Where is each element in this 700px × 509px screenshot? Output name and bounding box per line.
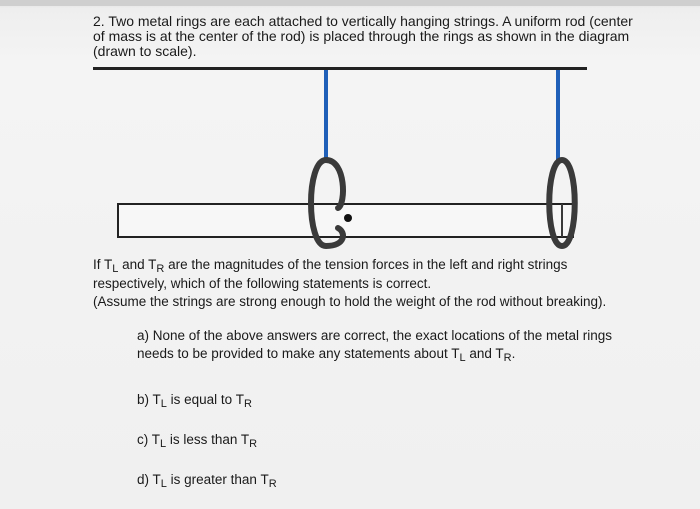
option-a-line-2: needs to be provided to make any statements about $T_L$ and $T_R$. [137,346,516,364]
prompt-text [93,256,653,311]
center-of-mass-dot [344,214,352,222]
prompt-line-1: If $T_L$ and $T_R$ are the magnitudes of the tension forces in the left and right strings [93,257,568,275]
option-b: b) $T_L$ is equal to $T_R$ [137,392,252,410]
option-c: c) $T_L$ is less than $T_R$ [137,432,258,450]
question-line-1: 2. Two metal rings are each attached to vertically hanging strings. A uniform rod (center [93,13,633,29]
prompt-line-2: respectively, which of the following statements is correct. [93,276,432,291]
question-line-2: of mass is at the center of the rod) is placed through the rings as shown in the diagram [93,28,630,44]
prompt-line-3: (Assume the strings are strong enough to hold the weight of the rod without breaking). [93,294,607,309]
option-a [137,327,657,364]
option-a-line-1: a) None of the above answers are correct, the exact locations of the metal rings [137,328,612,343]
question-line-3: (drawn to scale). [93,43,197,59]
option-d: d) $T_L$ is greater than $T_R$ [137,472,277,490]
